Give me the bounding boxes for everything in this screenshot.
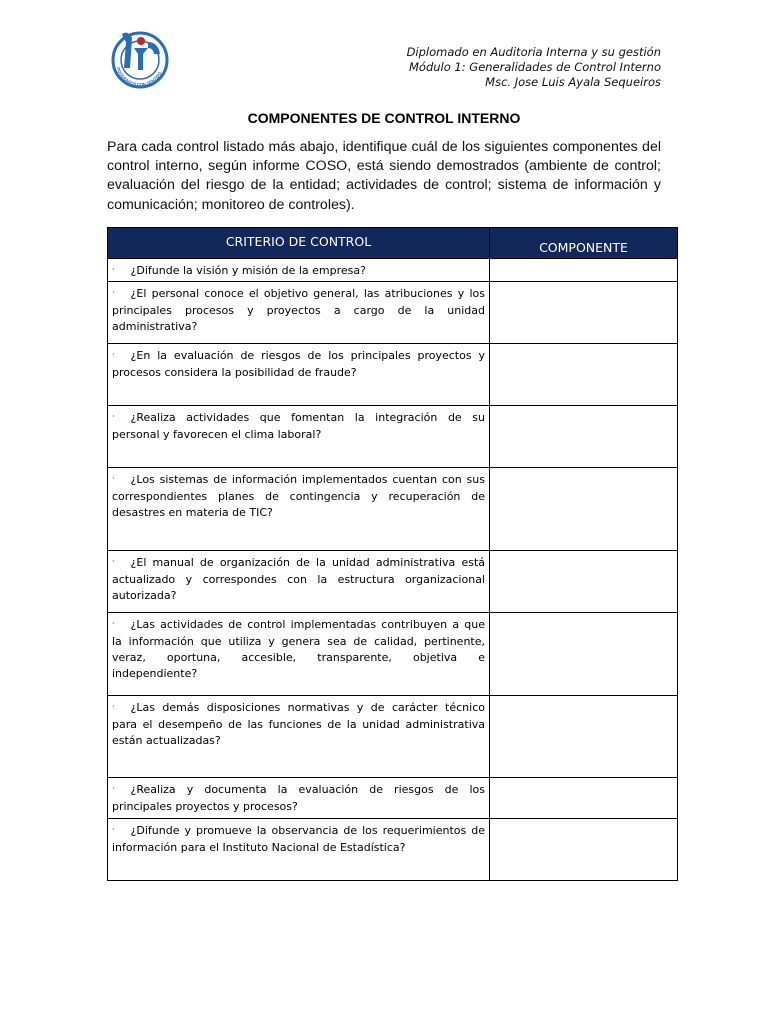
bullet: · bbox=[112, 474, 115, 484]
bullet: · bbox=[112, 350, 115, 360]
table-row bbox=[108, 259, 678, 282]
component-cell[interactable] bbox=[490, 344, 678, 406]
criterion-text: ¿Realiza y documenta la evaluación de riesgos de los principales proyectos y procesos? bbox=[112, 783, 485, 813]
component-cell[interactable] bbox=[490, 778, 678, 819]
criterion-text: ¿Los sistemas de información implementados cuentan con sus correspondientes planes de contingencia y recuperación de desastres en materia de TIC? bbox=[112, 473, 485, 519]
bullet: · bbox=[112, 784, 115, 794]
component-cell[interactable] bbox=[490, 282, 678, 344]
table-row bbox=[108, 468, 678, 551]
criterion-cell bbox=[108, 819, 490, 881]
criterion-cell bbox=[108, 613, 490, 696]
criterion-cell bbox=[108, 468, 490, 551]
table-row bbox=[108, 819, 678, 881]
criterion-text: ¿Difunde la visión y misión de la empresa? bbox=[130, 264, 366, 277]
criterion-text: ¿Realiza actividades que fomentan la integración de su personal y favorecen el clima laboral? bbox=[112, 411, 485, 441]
criteria-table bbox=[107, 227, 678, 881]
component-cell[interactable] bbox=[490, 468, 678, 551]
criterion-text: ¿Las demás disposiciones normativas y de carácter técnico para el desempeño de las funciones de la unidad administrativa están actualizadas? bbox=[112, 701, 485, 747]
table-row bbox=[108, 696, 678, 778]
component-cell[interactable] bbox=[490, 551, 678, 613]
component-cell[interactable] bbox=[490, 696, 678, 778]
criterion-cell bbox=[108, 551, 490, 613]
criterion-cell bbox=[108, 778, 490, 819]
component-cell[interactable] bbox=[490, 406, 678, 468]
bullet: · bbox=[112, 825, 115, 835]
criterion-cell bbox=[108, 344, 490, 406]
document-header bbox=[407, 45, 661, 90]
header-componente: COMPONENTE bbox=[490, 228, 678, 259]
criterion-cell bbox=[108, 259, 490, 282]
criterion-cell bbox=[108, 696, 490, 778]
criterion-cell bbox=[108, 282, 490, 344]
criterion-text: ¿Las actividades de control implementadas contribuyen a que la información que utiliza y genera sea de calidad, pertinente, veraz, oportuna, accesible, transparente, objetiva e independiente? bbox=[112, 618, 485, 681]
table-header-row bbox=[108, 228, 678, 259]
table-row bbox=[108, 282, 678, 344]
criterion-text: ¿El personal conoce el objetivo general, las atribuciones y los principales procesos y proyectos a cargo de la unidad administrativa? bbox=[112, 287, 485, 333]
table-row bbox=[108, 344, 678, 406]
bullet: · bbox=[112, 702, 115, 712]
component-cell[interactable] bbox=[490, 259, 678, 282]
document-title: COMPONENTES DE CONTROL INTERNO bbox=[247, 110, 521, 126]
component-cell[interactable] bbox=[490, 613, 678, 696]
bullet: · bbox=[112, 265, 115, 274]
bullet: · bbox=[112, 557, 115, 567]
logo-text: POSGRADOS CON SENTIDO bbox=[115, 66, 163, 88]
criterion-text: ¿Difunde y promueve la observancia de los requerimientos de información para el Instituto Nacional de Estadística? bbox=[112, 824, 485, 854]
component-cell[interactable] bbox=[490, 819, 678, 881]
criterion-text: ¿El manual de organización de la unidad administrativa está actualizado y correspondes con la estructura organizacional autorizada? bbox=[112, 556, 485, 602]
header-module: Módulo 1: Generalidades de Control Interno bbox=[409, 60, 661, 74]
bullet: · bbox=[112, 288, 115, 298]
table-row bbox=[108, 551, 678, 613]
criterion-text: ¿En la evaluación de riesgos de los principales proyectos y procesos considera la posibilidad de fraude? bbox=[112, 349, 485, 379]
criterion-cell bbox=[108, 406, 490, 468]
table-row bbox=[108, 613, 678, 696]
instructions-paragraph: Para cada control listado más abajo, identifique cuál de los siguientes componentes del control interno, según informe COSO, está siendo demostrados (ambiente de control; evaluación del riesgo de la entidad; actividades de control; sistema de información y comunicación; monitoreo de controles). bbox=[107, 139, 661, 213]
bullet: · bbox=[112, 619, 115, 629]
table-row bbox=[108, 406, 678, 468]
bullet: · bbox=[112, 412, 115, 422]
header-criterio: CRITERIO DE CONTROL bbox=[108, 228, 490, 259]
institution-logo bbox=[108, 28, 172, 94]
header-course: Diplomado en Auditoria Interna y su gestión bbox=[406, 45, 661, 59]
header-instructor: Msc. Jose Luis Ayala Sequeiros bbox=[485, 75, 661, 89]
table-row bbox=[108, 778, 678, 819]
